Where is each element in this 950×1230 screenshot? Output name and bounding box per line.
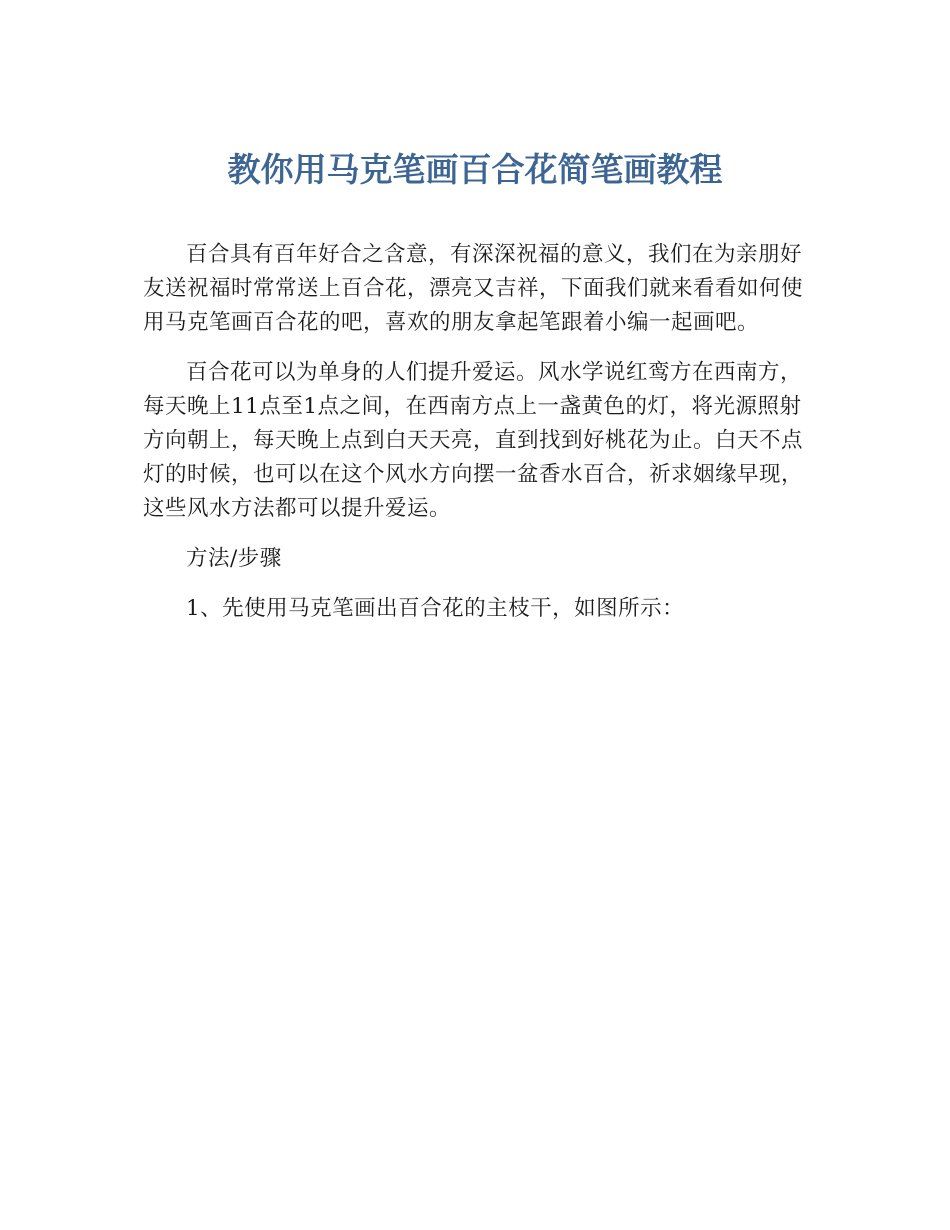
fengshui-paragraph: 百合花可以为单身的人们提升爱运。风水学说红鸾方在西南方，每天晚上11点至1点之间，在西南方点上一盏黄色的灯，将光源照射方向朝上，每天晚上点到白天天亮，直到找到好桃花为止。白天不点灯的时候，也可以在这个风水方向摆一盆香水百合，祈求姻缘早现，这些风水方法都可以提升爱运。: [143, 360, 804, 521]
method-heading: 方法/步骤: [186, 546, 282, 571]
document-body: [143, 238, 811, 642]
intro-paragraph: 百合具有百年好合之含意，有深深祝福的意义，我们在为亲朋好友送祝福时常常送上百合花，漂亮又吉祥，下面我们就来看看如何使用马克笔画百合花的吧，喜欢的朋友拿起笔跟着小编一起画吧。: [143, 242, 804, 335]
document-title: 教你用马克笔画百合花简笔画教程: [227, 150, 723, 189]
step-1-paragraph: 1、先使用马克笔画出百合花的主枝干，如图所示：: [186, 596, 685, 621]
